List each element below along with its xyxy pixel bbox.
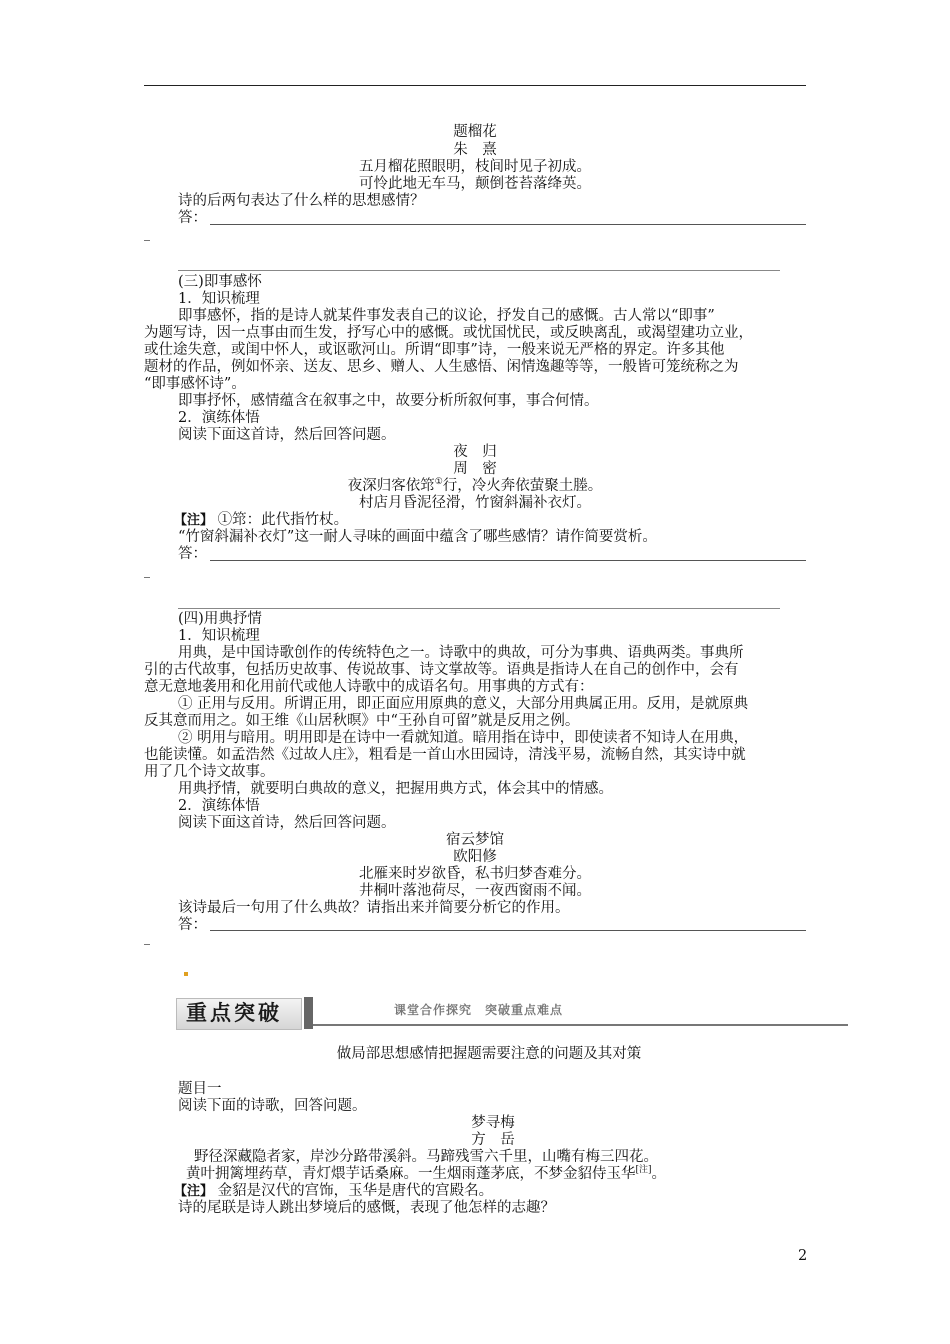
answer-line-tick — [144, 240, 150, 241]
answer-line[interactable] — [210, 224, 806, 225]
note-text: 金貂是汉代的宫饰，玉华是唐代的宫殿名。 — [217, 1183, 494, 1199]
list-item: 用了几个诗文故事。 — [144, 764, 275, 780]
poem-line: 村店月昏泥径滑，竹窗斜漏补衣灯。 — [359, 495, 591, 511]
answer-label: 答： — [178, 546, 207, 562]
paragraph: 用典抒情，就要明白典故的意义，把握用典方式，体会其中的情感。 — [178, 781, 613, 797]
poem-line-part: 。 — [651, 1166, 667, 1182]
note — [174, 512, 348, 529]
answer-label: 答： — [178, 210, 207, 226]
poem-title: 宿云梦馆 — [446, 832, 504, 848]
paragraph-line: 意无意地袭用和化用前代或他人诗歌中的成语名句。用事典的方式有： — [144, 679, 594, 695]
question: 该诗最后一句用了什么典故？请指出来并简要分析它的作用。 — [178, 900, 570, 916]
poem-author: 朱 熹 — [453, 142, 497, 158]
answer-line[interactable] — [210, 930, 806, 931]
answer-line-tick — [144, 577, 150, 578]
poem-line: 野径深藏隐者家，岸沙分路带溪斜。马蹄残雪六千里，山嘴有梅三四花。 — [194, 1149, 658, 1165]
subheading: 2．演练体悟 — [178, 798, 260, 814]
note-label: 【注】 — [174, 1184, 214, 1199]
paragraph-line: 或仕途失意，或闺中怀人，或讴歌河山。所谓“即事”诗，一般来说无严格的界定。许多其他 — [144, 342, 725, 358]
poem-line: 井桐叶落池荷尽，一夜西窗雨不闻。 — [359, 883, 591, 899]
focus-heading: 做局部思想感情把握题需要注意的问题及其对策 — [336, 1046, 642, 1062]
paragraph-line: 引的古代故事，包括历史故事、传说故事、诗文掌故等。语典是指诗人在自己的创作中，会有 — [144, 662, 739, 678]
poem-author: 方 岳 — [471, 1132, 515, 1148]
instruction: 阅读下面这首诗，然后回答问题。 — [178, 427, 396, 443]
subheading: 2．演练体悟 — [178, 410, 260, 426]
paragraph-line: “即事感怀诗”。 — [144, 376, 246, 392]
section-heading: (三)即事感怀 — [178, 274, 262, 290]
page-number: 2 — [798, 1248, 808, 1264]
footnote-marker: ① — [434, 477, 443, 487]
subheading: 1．知识梳理 — [178, 291, 260, 307]
note-label: 【注】 — [174, 513, 214, 528]
answer-line-tick — [144, 944, 150, 945]
paragraph-line: 为题写诗，因一点事由而生发，抒写心中的感慨。或忧国忧民，或反映离乱，或渴望建功立业， — [144, 325, 753, 341]
question-label: 题目一 — [178, 1081, 222, 1097]
paragraph-line: 用典，是中国诗歌创作的传统特色之一。诗歌中的典故，可分为事典、语典两类。事典所 — [178, 645, 744, 661]
list-item: 也能读懂。如孟浩然《过故人庄》，粗看是一首山水田园诗，清浅平易，流畅自然，其实诗中就 — [144, 747, 746, 763]
paragraph-line: 题材的作品，例如怀亲、送友、思乡、赠人、人生感悟、闲情逸趣等等，一般皆可笼统称之为 — [144, 359, 739, 375]
poem-line — [0, 478, 950, 495]
header-rule — [144, 85, 806, 86]
answer-label: 答： — [178, 917, 207, 933]
instruction: 阅读下面的诗歌，回答问题。 — [178, 1098, 367, 1114]
section-heading: (四)用典抒情 — [178, 611, 262, 627]
paragraph-line: 即事感怀，指的是诗人就某件事发表自己的议论，抒发自己的感慨。古人常以“即事” — [178, 308, 715, 324]
poem-line-part: 黄叶拥篱埋药草，青灯煨芋话桑麻。一生烟雨蓬茅底，不梦金貂侍玉华 — [186, 1166, 636, 1182]
poem-line-part: 行，冷火奔依萤聚土塍。 — [442, 478, 603, 494]
poem-line: 可怜此地无车马，颠倒苍苔落绛英。 — [359, 176, 591, 192]
answer-line[interactable] — [178, 608, 780, 609]
subheading: 1．知识梳理 — [178, 628, 260, 644]
note — [174, 1183, 493, 1200]
banner-underline — [313, 1024, 848, 1026]
question: “竹窗斜漏补衣灯”这一耐人寻味的画面中蕴含了哪些感情？请作简要赏析。 — [178, 529, 657, 545]
list-item: 反其意而用之。如王维《山居秋暝》中“王孙自可留”就是反用之例。 — [144, 713, 580, 729]
poem-line — [186, 1166, 666, 1183]
paragraph: 即事抒怀，感情蕴含在叙事之中，故要分析所叙何事，事合何情。 — [178, 393, 599, 409]
banner-divider — [304, 997, 313, 1029]
note-text: ①筇：此代指竹杖。 — [217, 512, 349, 528]
answer-line[interactable] — [210, 560, 806, 561]
decorative-dot — [184, 972, 188, 976]
poem-author: 周 密 — [453, 461, 497, 477]
footnote-marker: [注] — [635, 1165, 652, 1175]
poem-line: 五月榴花照眼明，枝间时见子初成。 — [359, 159, 591, 175]
banner-subtitle: 课堂合作探究 突破重点难点 — [394, 1003, 564, 1017]
banner-title: 重点突破 — [186, 1001, 282, 1025]
question: 诗的尾联是诗人跳出梦境后的感慨，表现了他怎样的志趣？ — [178, 1200, 555, 1216]
poem-line: 北雁来时岁欲昏，私书归梦杳难分。 — [359, 866, 591, 882]
instruction: 阅读下面这首诗，然后回答问题。 — [178, 815, 396, 831]
poem-title: 题榴花 — [453, 124, 497, 140]
list-item: ② 明用与暗用。明用即是在诗中一看就知道。暗用指在诗中，即使读者不知诗人在用典， — [178, 730, 749, 746]
poem-title: 梦寻梅 — [471, 1115, 515, 1131]
question: 诗的后两句表达了什么样的思想感情？ — [178, 193, 425, 209]
list-item: ① 正用与反用。所谓正用，即正面应用原典的意义，大部分用典属正用。反用，是就原典 — [178, 696, 749, 712]
poem-line-part: 夜深归客依筇 — [347, 478, 435, 494]
poem-title: 夜 归 — [453, 444, 497, 460]
answer-line[interactable] — [178, 270, 780, 271]
poem-author: 欧阳修 — [453, 849, 497, 865]
